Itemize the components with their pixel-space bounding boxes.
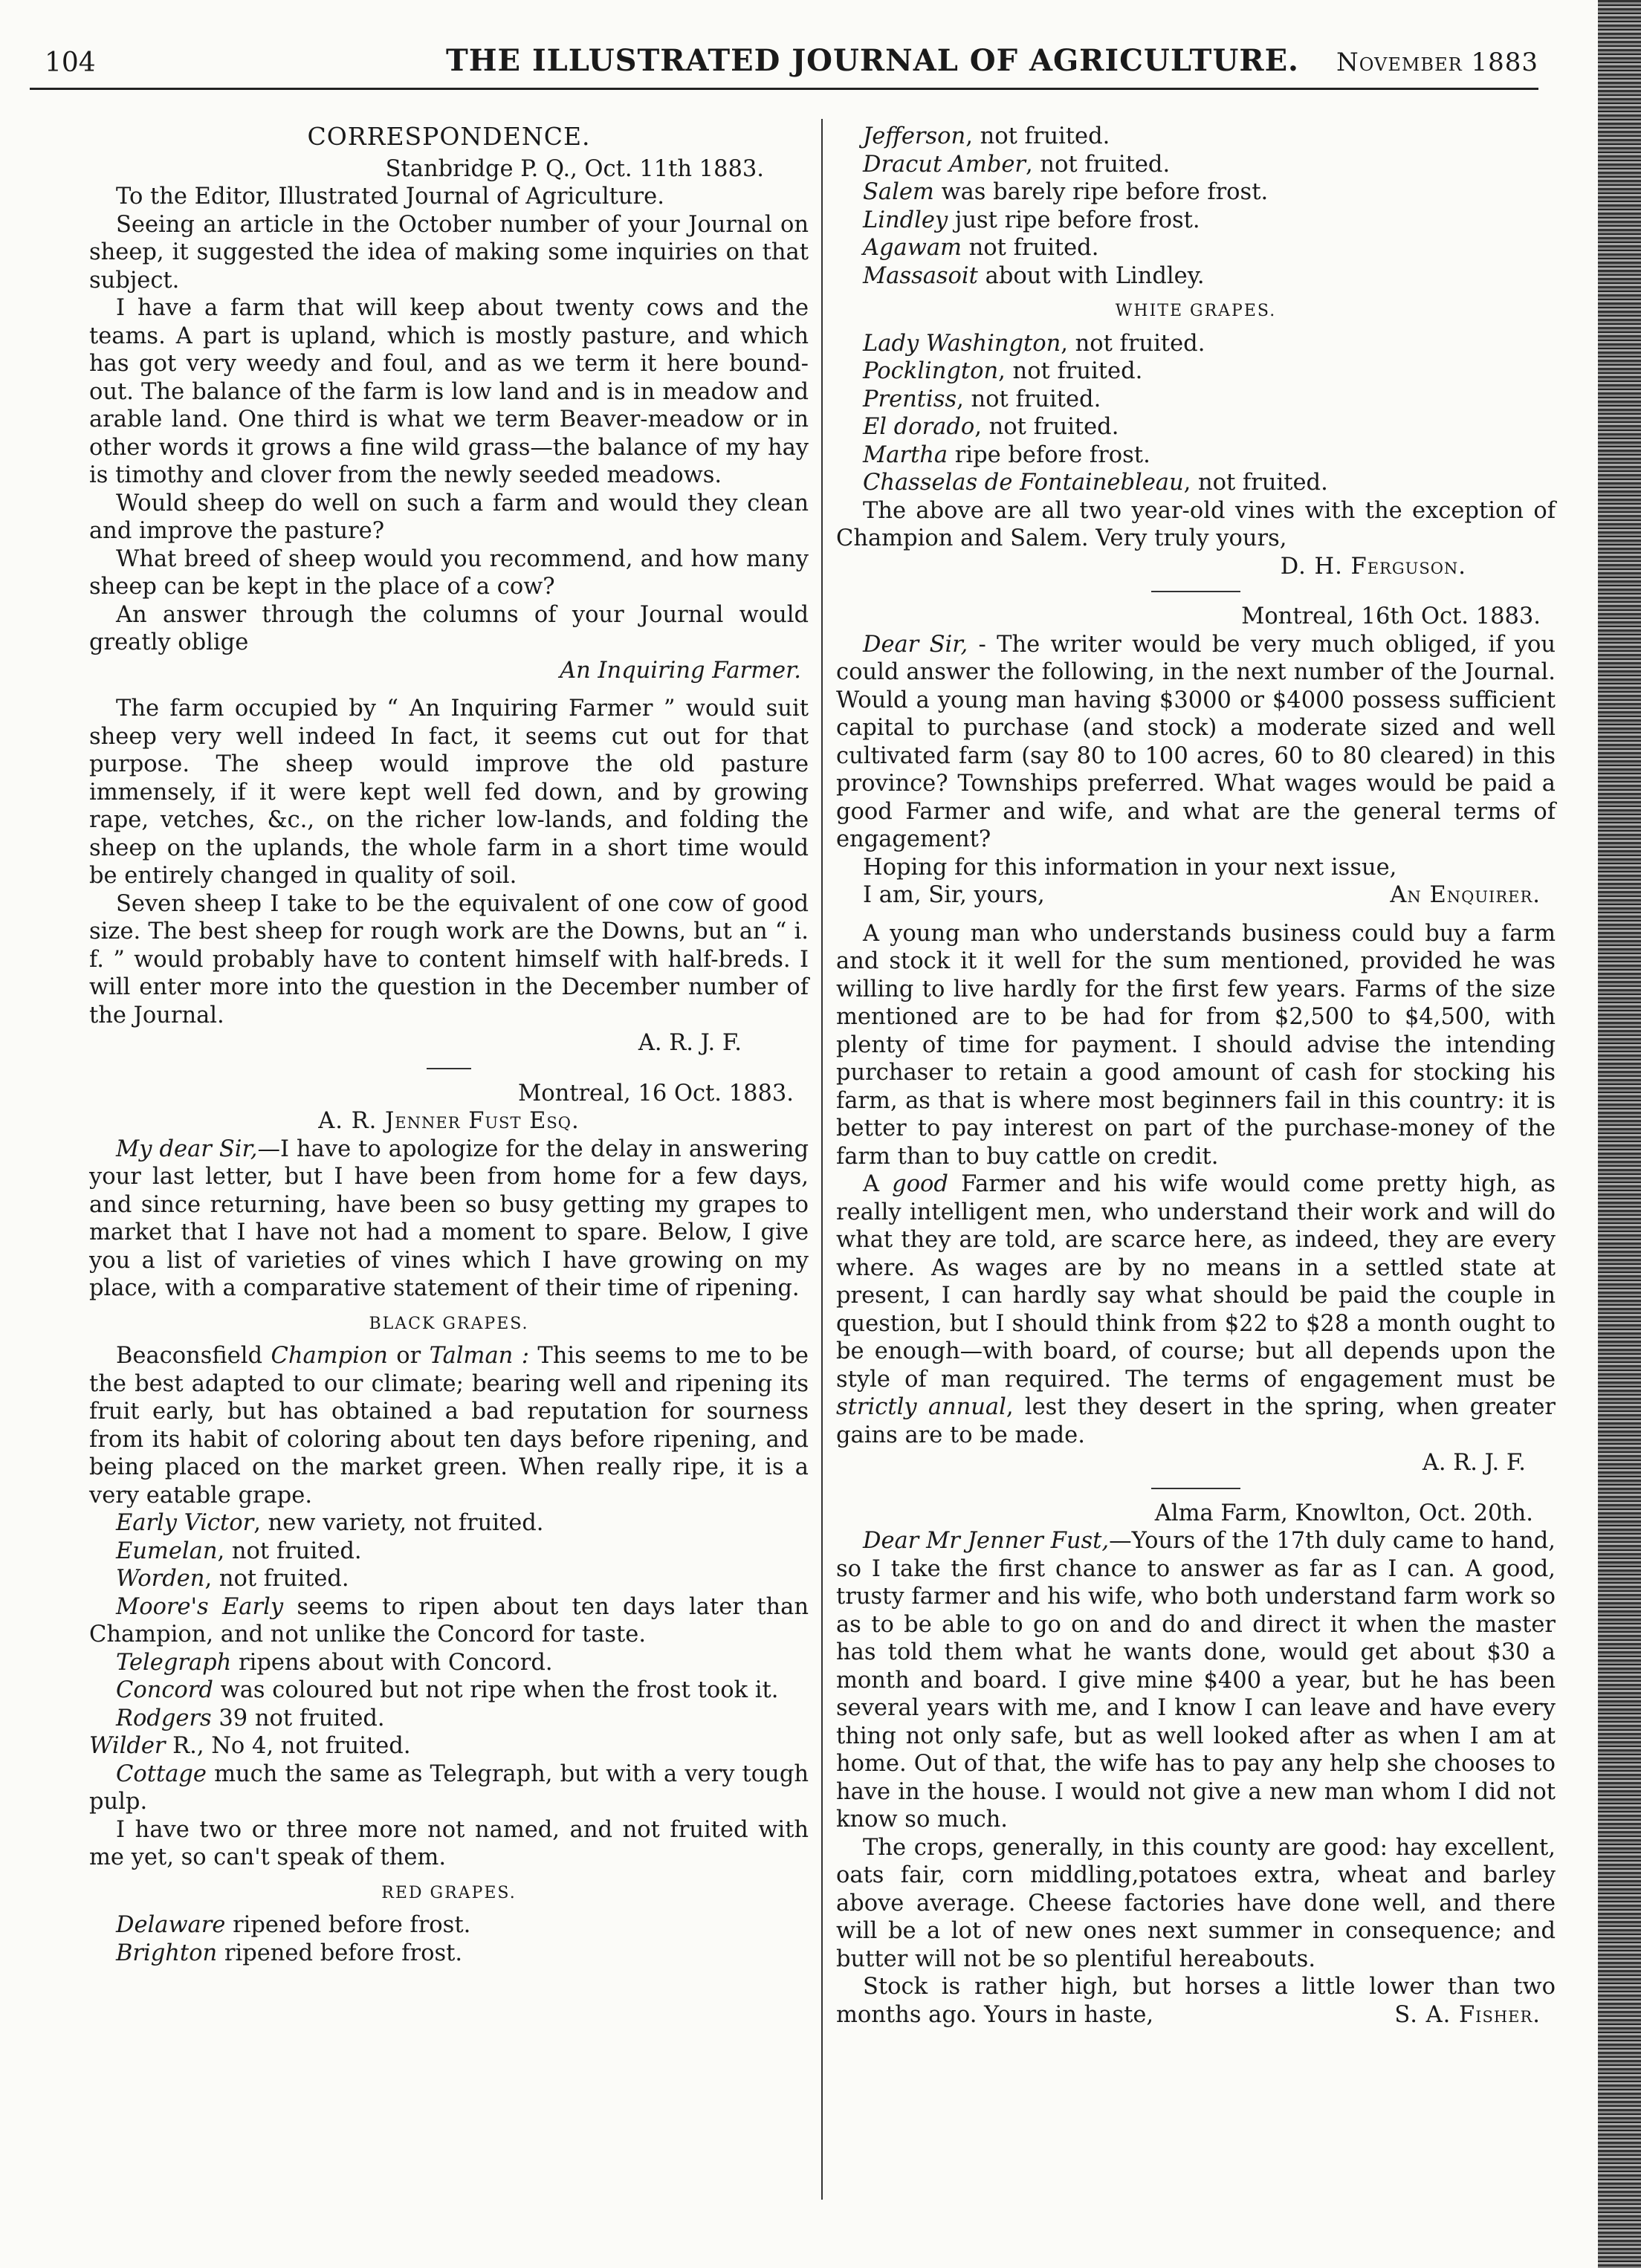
grape-entry: Early Victor, new variety, not fruited. xyxy=(116,1510,544,1536)
paragraph: An answer through the columns of your Journal would greatly oblige xyxy=(89,601,809,655)
paragraph: Stock is rather high, but horses a little lower than two months ago. Yours in haste, S. A. Fisher. xyxy=(836,1974,1556,2028)
grape-entry: El dorado, not fruited. xyxy=(863,414,1119,440)
dateline: Alma Farm, Knowlton, Oct. 20th. xyxy=(1154,1500,1533,1526)
grape-entry: Rodgers 39 not fruited. xyxy=(116,1705,385,1731)
divider xyxy=(427,1068,471,1069)
paragraph: Dear Sir, - The writer would be very much obliged, if you could answer the following, in the next number of the Journal. Would a young man having $3000 or $4000 possess sufficient capital to purchase (and stock) a moderate sized and well cultivated farm (say 80 to 100 acres, 60 to 80 cleared) in this province? Townships preferred. What wages would be paid a good Farmer and wife, and what are the general terms of engagement? xyxy=(836,631,1556,852)
grape-entry: Martha ripe before frost. xyxy=(863,441,1150,468)
grape-entry: Moore's Early seems to ripen about ten days later than Champion, and not unlike the Concord for taste. xyxy=(89,1593,809,1647)
grape-entry: Agawam not fruited. xyxy=(863,235,1099,261)
grape-entry: Prentiss, not fruited. xyxy=(863,386,1101,412)
page-edge-texture xyxy=(1598,0,1641,2268)
grape-entry: Delaware ripened before frost. xyxy=(116,1912,471,1938)
dateline: Montreal, 16 Oct. 1883. xyxy=(517,1080,794,1107)
paragraph: My dear Sir,—I have to apologize for the delay in answering your last letter, but I have been from home for a few days, and since returning, have been so busy getting my grapes to market that I have not had a moment to spare. Below, I give you a list of varieties of vines which I have growing on my place, with a comparative statement of their time of ripening. xyxy=(89,1135,809,1301)
divider xyxy=(1151,1488,1240,1489)
paragraph: The crops, generally, in this county are good: hay excellent, oats fair, corn middling,potatoes extra, wheat and barley above average. Cheese factories have done well, and there will be a lot of new ones next summer in consequence; and butter will not be so plentiful hereabouts. xyxy=(836,1834,1556,1972)
issue-date: November 1883 xyxy=(1336,48,1538,77)
lead: Dear Mr Jenner Fust, xyxy=(863,1528,1110,1554)
grape-entry: Massasoit about with Lindley. xyxy=(863,262,1205,289)
grape-entry: Chasselas de Fontainebleau, not fruited. xyxy=(863,470,1328,496)
section-title: CORRESPONDENCE. xyxy=(307,122,591,151)
grape-entry: Cottage much the same as Telegraph, but with a very tough pulp. xyxy=(89,1760,809,1815)
journal-title: THE ILLUSTRATED JOURNAL OF AGRICULTURE. xyxy=(446,43,1299,78)
signature: A. R. J. F. xyxy=(638,1030,742,1056)
paragraph: Seeing an article in the October number of your Journal on sheep, it suggested the idea of making some inquiries on that subject. xyxy=(89,211,809,294)
heading-black-grapes: BLACK GRAPES. xyxy=(369,1314,529,1333)
signature: D. H. Ferguson. xyxy=(1280,553,1466,580)
signature: S. A. Fisher. xyxy=(1394,2001,1541,2028)
paragraph: What breed of sheep would you recommend, and how many sheep can be kept in the place of a cow? xyxy=(89,545,809,600)
grape-entry: Wilder R., No 4, not fruited. xyxy=(89,1733,411,1759)
paragraph: A young man who understands business could buy a farm and stock it it well for the sum mentioned, provided he was willing to live hardly for the first few years. Farms of the size mentioned are to be had for from $2,500 to $4,500, with plenty of time for payment. I should advise the intending purchaser to retain a good amount of cash for stocking his farm, as that is where most beginners fail in this country: it is better to pay interest on part of the purchase-money of the farm than to buy cattle on credit. xyxy=(836,920,1556,1170)
right-column xyxy=(836,123,1556,2029)
grape-entry: Worden, not fruited. xyxy=(116,1566,349,1592)
grape-entry: Lindley just ripe before frost. xyxy=(863,207,1200,233)
page-number: 104 xyxy=(45,48,96,78)
left-column xyxy=(89,123,809,1967)
lead: My dear Sir, xyxy=(116,1135,258,1162)
divider xyxy=(1151,591,1240,592)
grape-entry: Dracut Amber, not fruited. xyxy=(863,151,1171,178)
heading-red-grapes: RED GRAPES. xyxy=(381,1883,517,1902)
signature: An Enquirer. xyxy=(1390,882,1541,908)
paragraph: The farm occupied by “ An Inquiring Farmer ” would suit sheep very well indeed In fact, it seems cut out for that purpose. The sheep would improve the old pasture immensely, if it were kept well fed down, and by growing rape, vetches, &c., on the richer low-lands, and folding the sheep on the uplands, the whole farm in a short time would be entirely changed in quality of soil. xyxy=(89,696,809,889)
dateline: Stanbridge P. Q., Oct. 11th 1883. xyxy=(385,155,764,182)
paragraph: I have two or three more not named, and not fruited with me yet, so can't speak of them. xyxy=(89,1816,809,1870)
paragraph: The above are all two year-old vines with the exception of Champion and Salem. Very truly yours, xyxy=(836,497,1556,551)
lead: Dear Sir, xyxy=(863,631,968,658)
grape-entry: Telegraph ripens about with Concord. xyxy=(116,1649,553,1676)
closing-line: I am, Sir, yours, An Enquirer. xyxy=(863,882,1541,908)
grape-entry: Beaconsfield Champion or Talman : This seems to me to be the best adapted to our climate; bearing well and ripening its fruit early, but has obtained a bad reputation for sourness from its habit of coloring about ten days before ripening, and being placed on the market green. When really ripe, it is a very eatable grape. xyxy=(89,1343,809,1509)
salutation: To the Editor, Illustrated Journal of Agriculture. xyxy=(116,184,664,210)
grape-entry: Eumelan, not fruited. xyxy=(116,1538,362,1564)
grape-entry: Pocklington, not fruited. xyxy=(863,358,1143,384)
signature: An Inquiring Farmer. xyxy=(560,657,801,684)
grape-entry: Salem was barely ripe before frost. xyxy=(863,179,1269,205)
grape-entry: Jefferson, not fruited. xyxy=(863,123,1110,149)
grape-entry: Lady Washington, not fruited. xyxy=(863,330,1205,357)
column-rule xyxy=(821,119,823,2200)
grape-entry: Brighton ripened before frost. xyxy=(116,1940,463,1966)
paragraph: Hoping for this information in your next issue, xyxy=(863,854,1397,881)
heading-white-grapes: WHITE GRAPES. xyxy=(1115,302,1277,320)
paragraph: Dear Mr Jenner Fust,—Yours of the 17th duly came to hand, so I take the first chance to answer as far as I can. A good, trusty farmer and his wife, who both understand farm work so as to be able to go on and do and direct it when the master has told them what he wants done, would get about $30 a month and board. I give mine $400 a year, but he has been several years with me, and I know I can leave and have every thing not only safe, but as well looked after as when I am at home. Out of that, the wife has to pay any help she chooses to have in the house. I would not give a new man whom I did not know so much. xyxy=(836,1528,1556,1833)
signature: A. R. J. F. xyxy=(1422,1450,1526,1476)
paragraph: A good Farmer and his wife would come pretty high, as really intelligent men, who understand their work and will do what they are told, are scarce here, as indeed, they are every where. As wages are by no means in a settled state at present, I can hardly say what should be paid the couple in question, but I should think from $22 to $28 a month ought to be enough—with board, of course; but all depends upon the style of man required. The terms of engagement must be strictly annual, lest they desert in the spring, when greater gains are to be made. xyxy=(836,1171,1556,1448)
page-header xyxy=(30,43,1538,90)
paragraph: Seven sheep I take to be the equivalent of one cow of good size. The best sheep for rough work are the Downs, but an “ i. f. ” would probably have to content himself with half-breds. I will enter more into the question in the December number of the Journal. xyxy=(89,890,809,1028)
grape-entry: Concord was coloured but not ripe when the frost took it. xyxy=(116,1677,779,1703)
paragraph: Would sheep do well on such a farm and would they clean and improve the pasture? xyxy=(89,490,809,544)
paragraph: I have a farm that will keep about twenty cows and the teams. A part is upland, which is mostly pasture, and which has got very weedy and foul, and as we term it here bound-out. The balance of the farm is low land and is in meadow and arable land. One third is what we term Beaver-meadow or in other words it grows a fine wild grass—the balance of my hay is timothy and clover from the newly seeded meadows. xyxy=(89,295,809,488)
addressee: A. R. Jenner Fust Esq. xyxy=(318,1108,580,1134)
dateline: Montreal, 16th Oct. 1883. xyxy=(1241,603,1541,629)
